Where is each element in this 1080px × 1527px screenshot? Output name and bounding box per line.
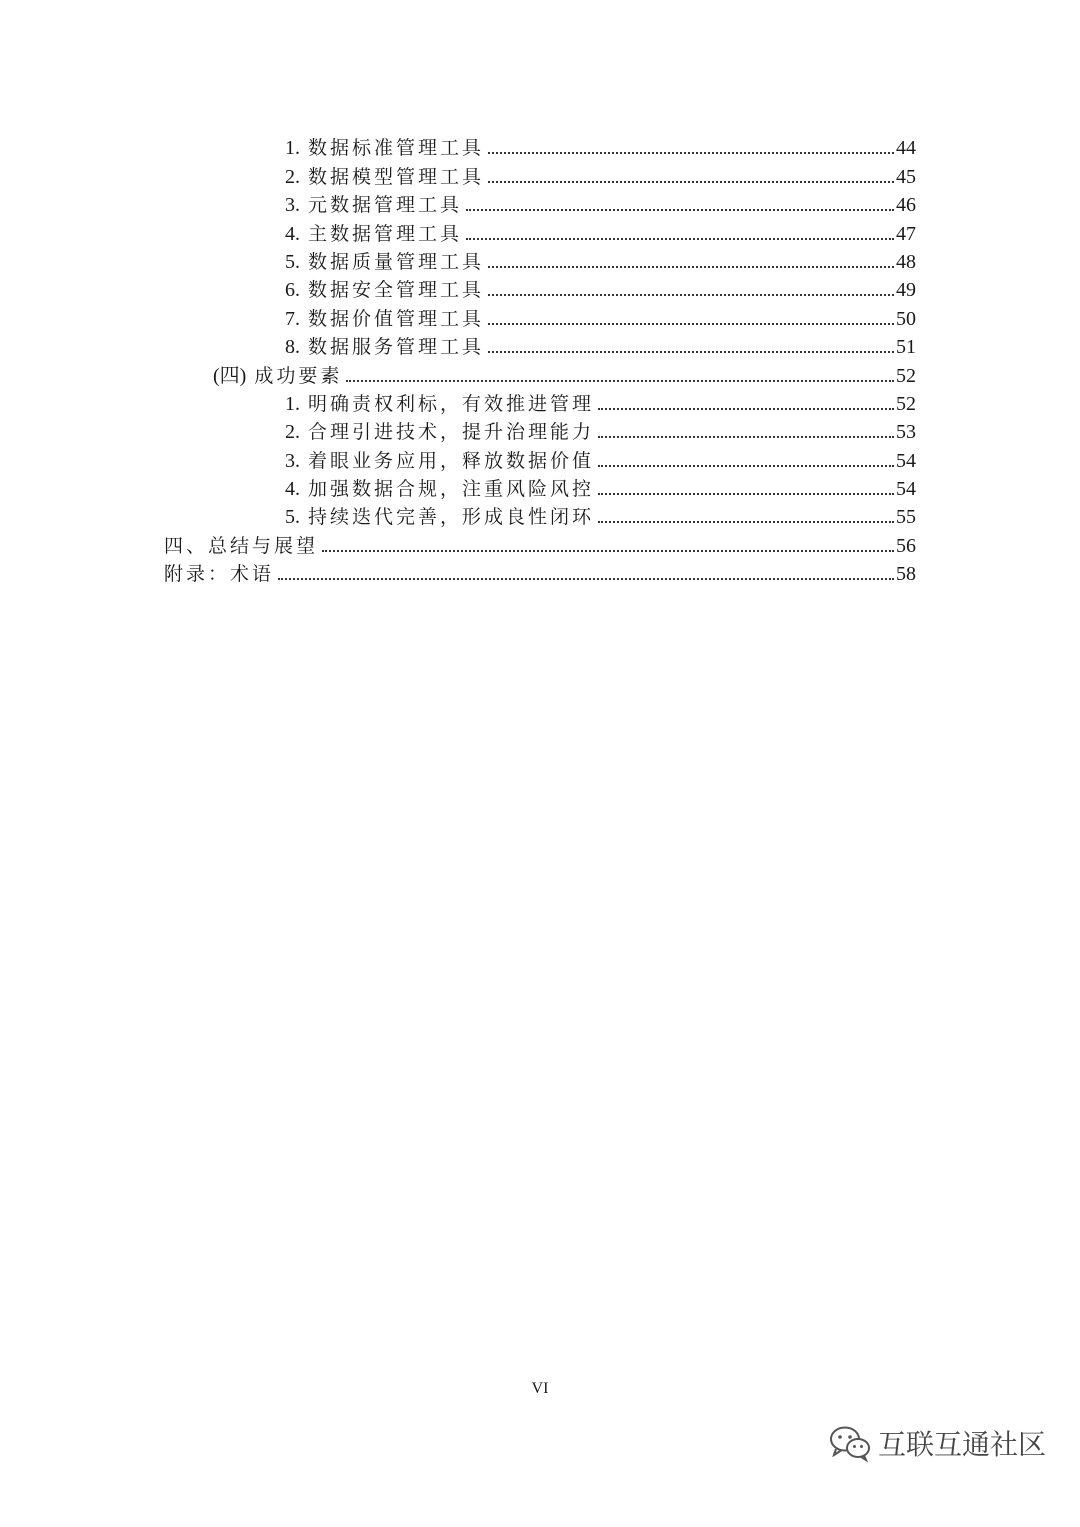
toc-entry-title: 附录：术语 (164, 563, 275, 586)
toc-entry-title: 着眼业务应用，释放数据价值 (308, 449, 595, 472)
toc-entry-page: 58 (896, 563, 916, 586)
toc-entry-number: 6. (285, 279, 300, 302)
toc-entry-title: 主数据管理工具 (308, 222, 463, 245)
toc-entry-title: 加强数据合规，注重风险风控 (308, 478, 595, 501)
toc-leader-dots (488, 181, 894, 183)
toc-entry[interactable] (0, 358, 1080, 386)
toc-entry-number: 3. (285, 194, 300, 217)
toc-entry[interactable] (0, 557, 1080, 585)
toc-entry[interactable] (0, 159, 1080, 187)
toc-leader-dots (488, 152, 894, 154)
toc-entry[interactable] (0, 415, 1080, 443)
toc-entry[interactable] (0, 443, 1080, 471)
toc-entry[interactable] (0, 528, 1080, 556)
toc-leader-dots (488, 323, 894, 325)
toc-entry-title: 数据安全管理工具 (308, 279, 485, 302)
toc-entry-page: 50 (896, 307, 916, 330)
toc-entry[interactable] (0, 131, 1080, 159)
toc-entry-title: 元数据管理工具 (308, 194, 463, 217)
toc-leader-dots (598, 521, 894, 523)
wechat-icon (828, 1423, 872, 1463)
toc-entry[interactable] (0, 301, 1080, 329)
toc-entry-page: 53 (896, 421, 916, 444)
toc-entry-number: 1. (285, 392, 300, 415)
toc-entry-title: 明确责权利标，有效推进管理 (308, 392, 595, 415)
toc-entry-title: 四、总结与展望 (164, 534, 319, 557)
toc-entry-number: 8. (285, 336, 300, 359)
toc-leader-dots (488, 351, 894, 353)
toc-entry-number: 5. (285, 250, 300, 273)
toc-entry-title: 数据服务管理工具 (308, 336, 485, 359)
watermark (828, 1423, 1046, 1463)
toc-entry-page: 46 (896, 194, 916, 217)
toc-entry[interactable] (0, 273, 1080, 301)
toc-entry-number: 4. (285, 222, 300, 245)
toc-entry-number: 1. (285, 137, 300, 160)
toc-entry-title: 成功要素 (254, 364, 343, 387)
toc-entry[interactable] (0, 472, 1080, 500)
toc-entry-page: 52 (896, 392, 916, 415)
toc-entry-title: 数据质量管理工具 (308, 250, 485, 273)
toc-entry-number: (四) (213, 364, 247, 387)
toc-entry-page: 49 (896, 279, 916, 302)
toc-leader-dots (488, 266, 894, 268)
toc-entry-number: 7. (285, 307, 300, 330)
toc-leader-dots (466, 209, 894, 211)
toc-entry-page: 47 (896, 222, 916, 245)
toc-entry-title: 数据模型管理工具 (308, 165, 485, 188)
toc-entry-page: 52 (896, 364, 916, 387)
toc-entry[interactable] (0, 500, 1080, 528)
toc-entry-title: 数据标准管理工具 (308, 137, 485, 160)
toc-entry[interactable] (0, 245, 1080, 273)
toc-leader-dots (322, 550, 894, 552)
toc-entry[interactable] (0, 330, 1080, 358)
toc-entry-page: 48 (896, 250, 916, 273)
table-of-contents (0, 131, 1080, 585)
toc-leader-dots (278, 578, 894, 580)
toc-entry-number: 5. (285, 506, 300, 529)
toc-leader-dots (488, 294, 894, 296)
toc-entry-number: 3. (285, 449, 300, 472)
toc-entry-page: 45 (896, 165, 916, 188)
toc-entry-title: 数据价值管理工具 (308, 307, 485, 330)
toc-leader-dots (466, 238, 894, 240)
toc-entry-title: 持续迭代完善，形成良性闭环 (308, 506, 595, 529)
toc-entry-number: 2. (285, 421, 300, 444)
toc-entry-page: 51 (896, 336, 916, 359)
toc-leader-dots (598, 436, 894, 438)
toc-entry-page: 55 (896, 506, 916, 529)
toc-leader-dots (346, 380, 894, 382)
toc-leader-dots (598, 493, 894, 495)
toc-leader-dots (598, 408, 894, 410)
toc-entry-page: 44 (896, 137, 916, 160)
page-number: VI (531, 1380, 549, 1397)
toc-entry-title: 合理引进技术，提升治理能力 (308, 421, 595, 444)
toc-entry-number: 4. (285, 478, 300, 501)
toc-entry-page: 54 (896, 449, 916, 472)
toc-entry[interactable] (0, 216, 1080, 244)
toc-entry-number: 2. (285, 165, 300, 188)
toc-leader-dots (598, 465, 894, 467)
toc-entry-page: 54 (896, 478, 916, 501)
toc-entry[interactable] (0, 387, 1080, 415)
toc-entry-page: 56 (896, 534, 916, 557)
watermark-text: 互联互通社区 (877, 1428, 1046, 1461)
toc-entry[interactable] (0, 188, 1080, 216)
